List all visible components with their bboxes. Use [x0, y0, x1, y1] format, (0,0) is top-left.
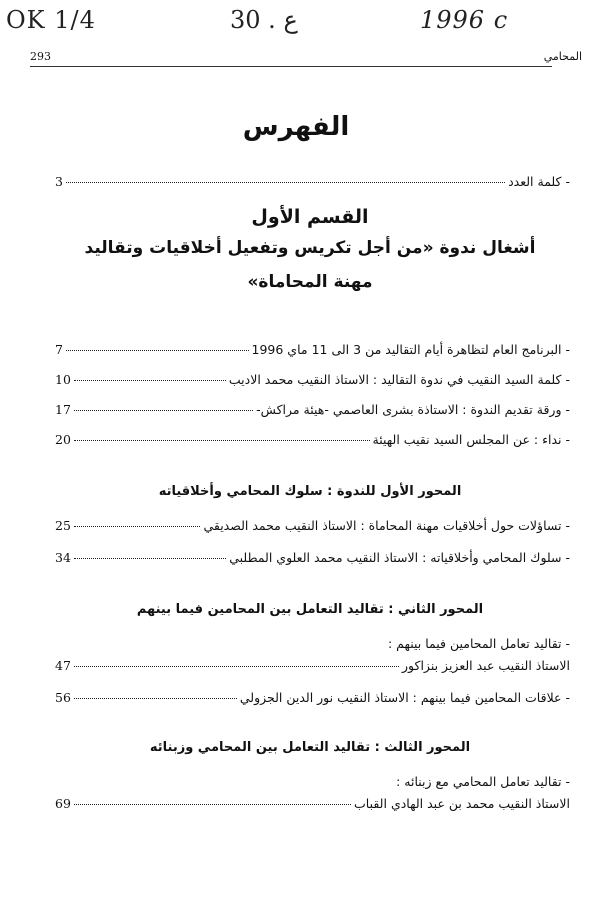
- toc-entry-text: - ورقة تقديم الندوة : الاستاذة بشرى العاصمي -هيئة مراكش-: [256, 402, 570, 417]
- section-title: القسم الأول: [251, 206, 369, 228]
- toc-entry: [55, 518, 570, 533]
- toc-entry: [55, 550, 570, 565]
- toc-entry: [55, 432, 570, 447]
- dot-leader: [74, 698, 237, 699]
- toc-entry-text: - علاقات المحامين فيما بينهم : الاستاذ النقيب نور الدين الجزولي: [239, 690, 570, 705]
- toc-entry-page: 3: [55, 174, 63, 189]
- toc-entry: [55, 658, 570, 673]
- toc-entry-text: الاستاذ النقيب عبد العزيز بنزاكور: [402, 658, 570, 673]
- toc-entry-text: - كلمة السيد النقيب في ندوة التقاليد : الاستاذ النقيب محمد الاديب: [228, 372, 570, 387]
- toc-entry: [55, 402, 570, 417]
- dot-leader: [66, 350, 249, 351]
- toc-entry-text: - تقاليد تعامل المحامين فيما بينهم :: [387, 636, 570, 651]
- handwritten-note-right: 1996 c: [420, 6, 509, 34]
- dot-leader: [74, 526, 201, 527]
- toc-entry-page: 69: [55, 796, 71, 811]
- section-subtitle-line2: مهنة المحاماة»: [247, 272, 373, 292]
- dot-leader: [74, 558, 226, 559]
- dot-leader: [74, 380, 226, 381]
- toc-entry-page: 25: [55, 518, 71, 533]
- toc-entry: [55, 372, 570, 387]
- dot-leader: [74, 666, 399, 667]
- toc-entry-text: - نداء : عن المجلس السيد نقيب الهيئة: [372, 432, 570, 447]
- section-subtitle-line1: أشغال ندوة «من أجل تكريس وتفعيل أخلاقيات وتقاليد: [84, 238, 536, 258]
- handwritten-note-left: OK 1/4: [6, 6, 96, 34]
- toc-entry-page: 56: [55, 690, 71, 705]
- toc-entry-text: - تقاليد تعامل المحامي مع زبنائه :: [396, 774, 570, 789]
- toc-entry-text: - كلمة العدد: [508, 174, 570, 189]
- axis-title: المحور الأول للندوة : سلوك المحامي وأخلاقياته: [158, 484, 462, 499]
- axis-title: المحور الثاني : تقاليد التعامل بين المحامين فيما بينهم: [136, 602, 484, 617]
- toc-entry-page: 47: [55, 658, 71, 673]
- axis-title: المحور الثالث : تقاليد التعامل بين المحامي وزبنائه: [149, 740, 471, 755]
- running-title: المحامي: [543, 50, 582, 63]
- toc-entry-text: - سلوك المحامي وأخلاقياته : الاستاذ النقيب محمد العلوي المطلبي: [229, 550, 570, 565]
- header-rule: [30, 66, 552, 67]
- toc-entry-page: 7: [55, 342, 63, 357]
- toc-title: الفهرس: [242, 112, 350, 142]
- dot-leader: [74, 410, 253, 411]
- toc-entry-page: 10: [55, 372, 71, 387]
- toc-entry-page: 34: [55, 550, 71, 565]
- toc-entry-text: - تساؤلات حول أخلاقيات مهنة المحاماة : الاستاذ النقيب محمد الصديقي: [203, 518, 570, 533]
- toc-entry: [55, 796, 570, 811]
- toc-entry-page: 17: [55, 402, 71, 417]
- toc-entry: [55, 690, 570, 705]
- dot-leader: [74, 440, 370, 441]
- dot-leader: [66, 182, 505, 183]
- toc-entry: [55, 342, 570, 357]
- page-number: 293: [30, 50, 51, 63]
- toc-entry-page: 20: [55, 432, 71, 447]
- toc-entry-text: الاستاذ النقيب محمد بن عبد الهادي القباب: [354, 796, 570, 811]
- toc-entry: [55, 174, 570, 189]
- dot-leader: [74, 804, 351, 805]
- toc-entry-text: - البرنامج العام لتظاهرة أيام التقاليد من 3 الى 11 ماي 1996: [251, 342, 570, 357]
- handwritten-note-middle: 30 . ع: [230, 6, 298, 34]
